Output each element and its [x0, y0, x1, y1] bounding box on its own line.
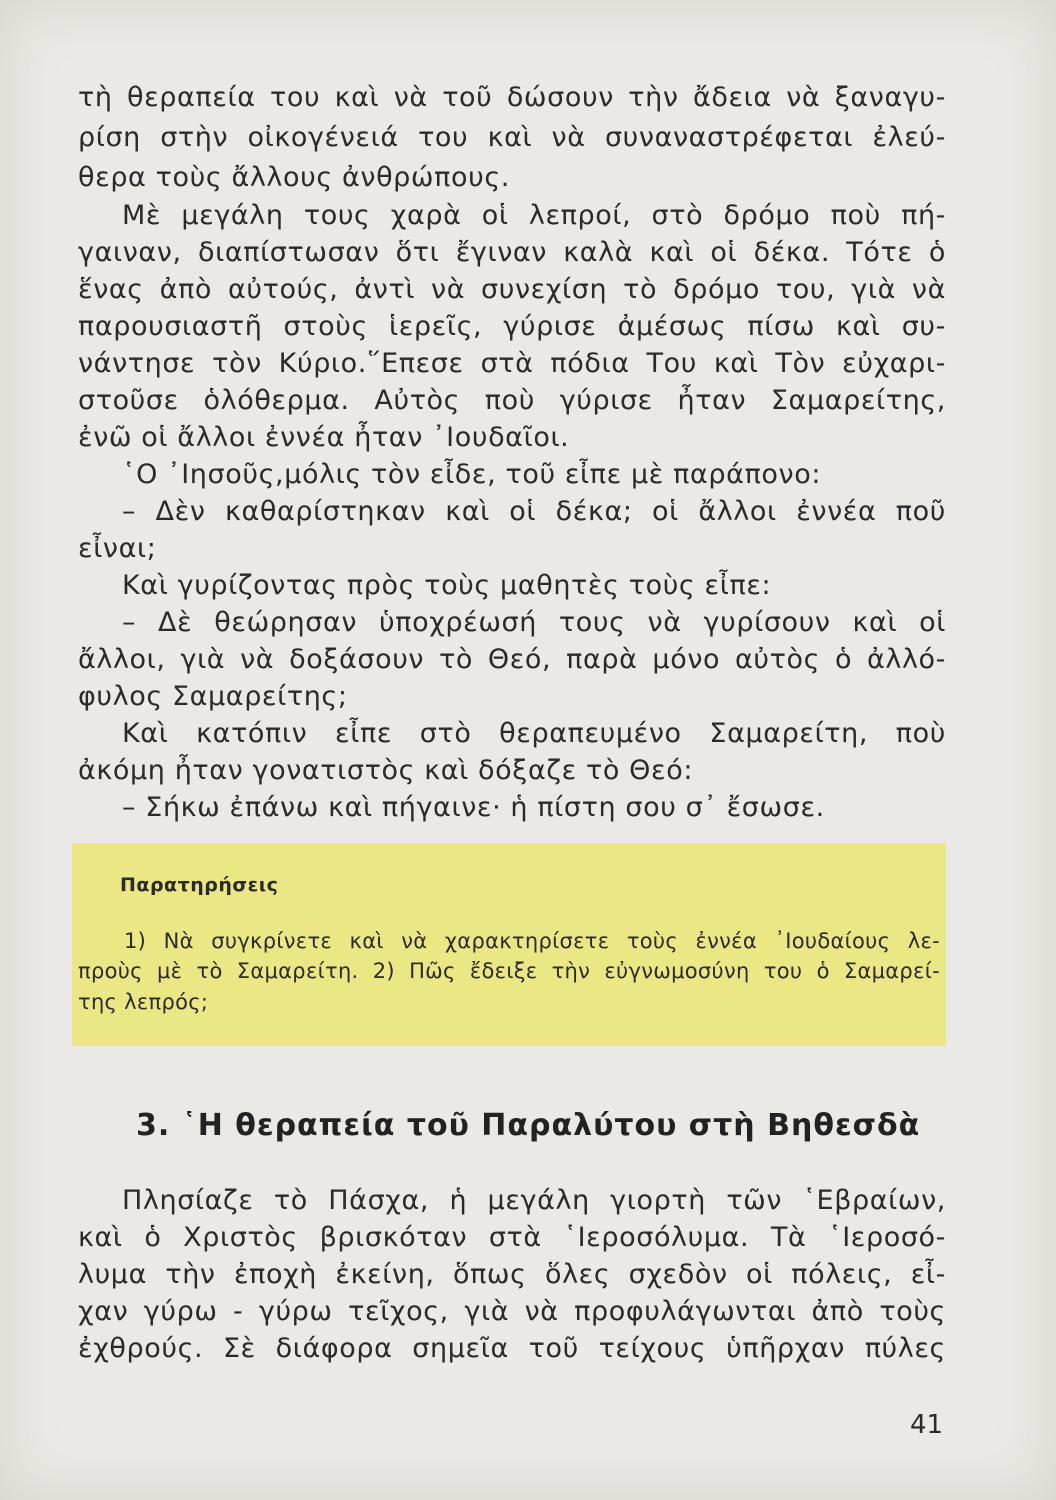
- section-heading: 3. ῾Η θεραπεία τοῦ Παραλύτου στὴ Βηθεσδὰ: [136, 1108, 921, 1143]
- page-number: 41: [910, 1410, 944, 1440]
- text-line: Πλησίαζε τὸ Πάσχα, ἡ μεγάλη γιορτὴ τῶν ῾Εβραίων,: [122, 1185, 946, 1216]
- text-line: στοῦσε ὁλόθερμα. Αὐτὸς ποὺ γύρισε ἦταν Σαμαρείτης,: [78, 385, 946, 416]
- text-line: – Δὲ θεώρησαν ὑποχρέωσή τους νὰ γυρίσουν καὶ οἱ: [122, 607, 946, 638]
- text-line: παρουσιαστῆ στοὺς ἱερεῖς, γύρισε ἀμέσως πίσω καὶ συ-: [78, 311, 946, 342]
- text-line: ἀκόμη ἦταν γονατιστὸς καὶ δόξαζε τὸ Θεό:: [78, 755, 694, 786]
- text-line: τὴ θεραπεία του καὶ νὰ τοῦ δώσουν τὴν ἄδεια νὰ ξαναγυ-: [78, 82, 946, 113]
- text-line: ἐχθρούς. Σὲ διάφορα σημεῖα τοῦ τείχους ὑπῆρχαν πύλες: [78, 1333, 946, 1364]
- text-line: – Σήκω ἐπάνω καὶ πήγαινε· ἡ πίστη σου σ᾿ ἔσωσε.: [122, 792, 825, 823]
- text-line: νάντησε τὸν Κύριο.῞Επεσε στὰ πόδια Του καὶ Τὸν εὐχαρι-: [78, 348, 946, 379]
- text-line: ἕνας ἀπὸ αὐτούς, ἀντὶ νὰ συνεχίση τὸ δρόμο του, γιὰ νὰ: [78, 274, 946, 305]
- text-line: ῾Ο ᾿Ιησοῦς,μόλις τὸν εἶδε, τοῦ εἶπε μὲ παράπονο:: [122, 459, 822, 490]
- note-line: της λεπρός;: [78, 990, 209, 1014]
- notes-title: Παρατηρήσεις: [120, 874, 279, 896]
- text-line: λυμα τὴν ἐποχὴ ἐκείνη, ὅπως ὅλες σχεδὸν οἱ πόλεις, εἶ-: [78, 1259, 946, 1290]
- text-line: εἶναι;: [78, 533, 157, 564]
- text-line: – Δὲν καθαρίστηκαν καὶ οἱ δέκα; οἱ ἄλλοι ἐννέα ποῦ: [122, 496, 946, 527]
- text-line: καὶ ὁ Χριστὸς βρισκόταν στὰ ῾Ιεροσόλυμα. Τὰ ῾Ιεροσό-: [78, 1222, 946, 1253]
- text-line: Μὲ μεγάλη τους χαρὰ οἱ λεπροί, στὸ δρόμο ποὺ πή-: [122, 200, 946, 231]
- note-line: προὺς μὲ τὸ Σαμαρείτη. 2) Πῶς ἔδειξε τὴν εὐγνωμοσύνη του ὁ Σαμαρεί-: [78, 959, 940, 983]
- text-line: θερα τοὺς ἄλλους ἀνθρώπους.: [78, 162, 510, 193]
- text-line: φυλος Σαμαρείτης;: [78, 681, 348, 712]
- text-line: ἄλλοι, γιὰ νὰ δοξάσουν τὸ Θεό, παρὰ μόνο αὐτὸς ὁ ἀλλό-: [78, 644, 946, 675]
- note-line: 1) Νὰ συγκρίνετε καὶ νὰ χαρακτηρίσετε τοὺς ἐννέα ᾿Ιουδαίους λε-: [124, 929, 940, 953]
- text-line: χαν γύρω - γύρω τεῖχος, γιὰ νὰ προφυλάγωνται ἀπὸ τοὺς: [78, 1296, 946, 1327]
- text-line: ρίση στὴν οἰκογένειά του καὶ νὰ συναναστρέφεται ἐλεύ-: [78, 122, 946, 153]
- text-line: Καὶ κατόπιν εἶπε στὸ θεραπευμένο Σαμαρείτη, ποὺ: [122, 718, 946, 749]
- text-line: ἐνῶ οἱ ἄλλοι ἐννέα ἦταν ᾿Ιουδαῖοι.: [78, 422, 570, 453]
- text-line: γαιναν, διαπίστωσαν ὅτι ἔγιναν καλὰ καὶ οἱ δέκα. Τότε ὁ: [78, 237, 946, 268]
- text-line: Καὶ γυρίζοντας πρὸς τοὺς μαθητὲς τοὺς εἶπε:: [122, 570, 772, 601]
